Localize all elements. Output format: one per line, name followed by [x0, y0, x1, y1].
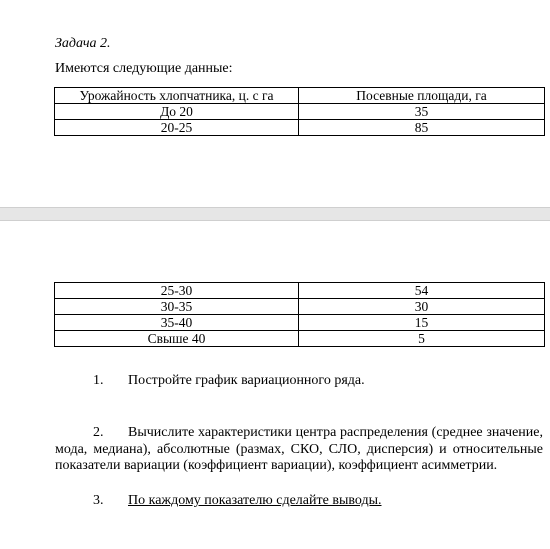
table-cell: 30 — [299, 299, 545, 315]
table-header-row — [55, 88, 545, 104]
table-cell: 35-40 — [55, 315, 299, 331]
table-cell: 35 — [299, 104, 545, 120]
task-title: Задача 2. — [55, 36, 111, 51]
data-table-continued — [54, 282, 545, 347]
table-cell: 25-30 — [55, 283, 299, 299]
table-row — [55, 283, 545, 299]
list-item-number: 1. — [93, 373, 104, 388]
table-cell: 85 — [299, 120, 545, 136]
list-item — [93, 493, 382, 509]
table-cell: До 20 — [55, 104, 299, 120]
table-row — [55, 315, 545, 331]
table-cell: 15 — [299, 315, 545, 331]
list-item-text: По каждому показателю сделайте выводы. — [128, 493, 382, 508]
table-row — [55, 104, 545, 120]
table-cell: 20-25 — [55, 120, 299, 136]
list-item-text: Вычислите характеристики центра распределения (среднее значение, мода, медиана), абсолютные (размах, СКО, СЛО, дисперсия) и относительные показатели вариации (коэффициент вариации), коэффициент асимметрии. — [55, 425, 543, 473]
task-intro: Имеются следующие данные: — [55, 61, 233, 76]
data-table-top — [54, 87, 545, 136]
list-item — [55, 425, 543, 475]
table-row — [55, 120, 545, 136]
page-break-gap — [0, 207, 550, 221]
table-cell: 54 — [299, 283, 545, 299]
list-item — [93, 373, 365, 389]
list-item-number: 3. — [93, 493, 104, 508]
list-item-number: 2. — [93, 425, 104, 440]
table-header-area: Посевные площади, га — [299, 88, 545, 104]
table-header-yield: Урожайность хлопчатника, ц. с га — [55, 88, 299, 104]
document-page-bottom — [0, 221, 550, 549]
table-row — [55, 299, 545, 315]
list-item-text: Постройте график вариационного ряда. — [128, 373, 365, 388]
table-cell: 5 — [299, 331, 545, 347]
table-row — [55, 331, 545, 347]
table-cell: 30-35 — [55, 299, 299, 315]
document-page-top — [0, 0, 550, 207]
table-cell: Свыше 40 — [55, 331, 299, 347]
